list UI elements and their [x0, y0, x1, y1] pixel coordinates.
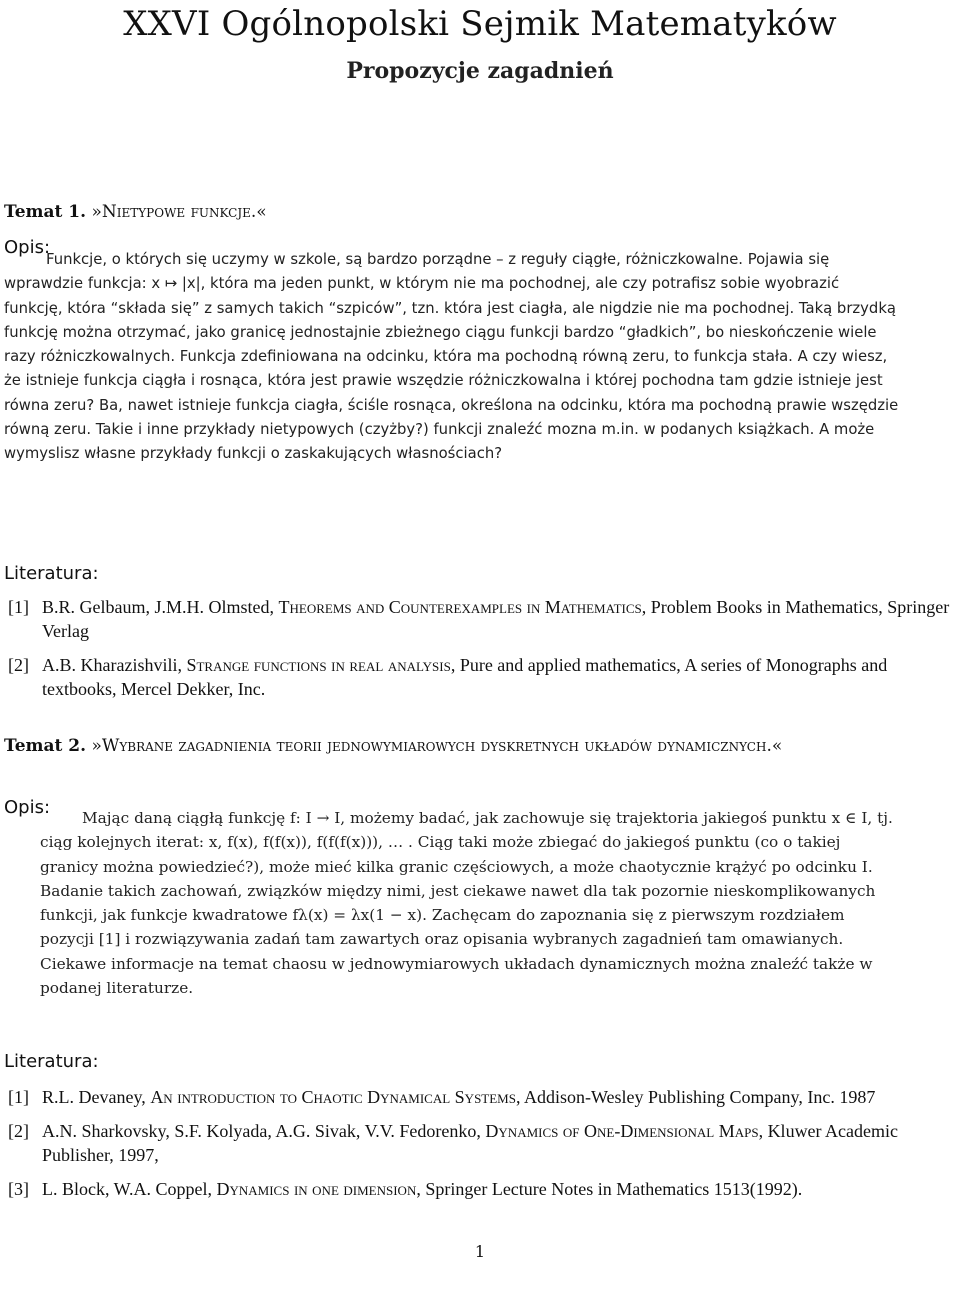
topic-1-name: »Nietypowe funkcje.« [91, 202, 267, 222]
reference-title: An introduction to Chaotic Dynamical Systems [150, 1087, 516, 1107]
reference-title: Theorems and Counterexamples in Mathematics [278, 597, 642, 617]
page-number: 1 [474, 1242, 486, 1261]
reference-authors: L. Block, W.A. Coppel, [42, 1179, 217, 1199]
reference-item [0, 595, 960, 643]
reference-authors: B.R. Gelbaum, J.M.H. Olmsted, [42, 597, 279, 617]
reference-text [42, 1177, 954, 1201]
reference-item [0, 653, 960, 701]
topic-2-opis-label: Opis: [4, 797, 51, 818]
topic-2-heading [4, 734, 954, 758]
reference-authors: R.L. Devaney, [42, 1087, 151, 1107]
reference-text [42, 1119, 954, 1167]
topic-2-name: »Wybrane zagadnienia teorii jednowymiarowych dyskretnych układów dynamicznych.« [91, 736, 783, 756]
topic-1-description: Funkcje, o których się uczymy w szkole, są bardzo porządne – z reguły ciągłe, różniczkowalne. Pojawia się wprawdzie funkcja: x ↦ |x|, która ma jeden punkt, w którym nie ma pochodnej, ale czy potrafisz sobie wyobrazić funkcję, która “składa się” z samych takich “szpiców”, tzn. która jest ciagła, ale nigdzie nie ma pochodnej. Taką brzydką funkcję można otrzymać, jako granicę jednostajnie zbieżnego ciągu funkcji bardzo “gładkich”, bo nieskończenie wiele razy różniczkowalnych. Funkcja zdefiniowana na odcinku, która ma pochodną równą zeru, to funkcja stała. A czy wiesz, że istnieje funkcja ciągła i rosnąca, która jest prawie wszędzie różniczkowalna i której pochodna tam gdzie istnieje jest równa zeru? Ba, nawet istnieje funkcja ciagła, ściśle rosnąca, określona na odcinku, która ma pochodną prawie wszędzie równą zeru. Takie i inne przykłady nietypowych (czyżby?) funkcji znaleźć mozna m.in. w podanych książkach. A może wymyslisz własne przykłady funkcji o zaskakujących własnościach? [4, 251, 899, 463]
reference-text [42, 1085, 954, 1109]
page-title: XXVI Ogólnopolski Sejmik Matematyków [123, 4, 837, 44]
reference-title: Dynamics in one dimension [216, 1179, 417, 1199]
reference-number: [2] [8, 1121, 29, 1141]
reference-rest: , Problem Books in Mathematics, Springer Verlag [42, 597, 950, 641]
reference-authors: A.B. Kharazishvili, [42, 655, 187, 675]
topic-2-description: Mając daną ciągłą funkcję f: I → I, możemy badać, jak zachowuje się trajektoria jakiegoś punktu x ∈ I, tj. ciąg kolejnych iterat: x, f(x), f(f(x)), f(f(f(x))), … . Ciąg taki może zbiegać do jakiegoś punktu (co o takiej granicy można powiedzieć?), może mieć kilka granic częściowych, a może chaotycznie krążyć po odcinku I. Badanie takich zachowań, związków między nimi, jest ciekawe nawet dla tak pozornie nieskomplikowanych funkcji, jak funkcje kwadratowe fλ(x) = λx(1 − x). Zachęcam do zapoznania się z pierwszym rozdziałem pozycji [1] i rozwiązywania zadań tam zawartych oraz opisania wybranych zagadnień tam omawianych. Ciekawe informacje na temat chaosu w jednowymiarowych układach dynamicznych można znaleźć także w podanej literaturze. [40, 809, 893, 998]
topic-1-prefix: Temat 1. [4, 202, 87, 222]
reference-text [42, 653, 954, 701]
reference-rest: , Addison-Wesley Publishing Company, Inc. 1987 [515, 1087, 876, 1107]
reference-item [0, 1085, 960, 1109]
reference-number: [2] [8, 655, 29, 675]
topic-2-literature-label: Literatura: [4, 1051, 99, 1072]
topic-1-opis-label: Opis: [4, 237, 51, 258]
reference-number: [1] [8, 1087, 29, 1107]
reference-number: [1] [8, 597, 29, 617]
reference-title: Dynamics of One-Dimensional Maps [485, 1121, 759, 1141]
reference-authors: A.N. Sharkovsky, S.F. Kolyada, A.G. Sivak, V.V. Fedorenko, [42, 1121, 486, 1141]
reference-text [42, 595, 954, 643]
topic-2-prefix: Temat 2. [4, 736, 87, 756]
page-subtitle: Propozycje zagadnień [346, 58, 614, 84]
reference-number: [3] [8, 1179, 29, 1199]
reference-rest: , Kluwer Academic Publisher, 1997, [42, 1121, 899, 1165]
reference-rest: , Springer Lecture Notes in Mathematics 1513(1992). [416, 1179, 803, 1199]
reference-rest: , Pure and applied mathematics, A series of Monographs and textbooks, Mercel Dekker, Inc. [42, 655, 888, 699]
topic-1-references [0, 595, 960, 711]
reference-title: Strange functions in real analysis [186, 655, 451, 675]
reference-item [0, 1119, 960, 1167]
topic-1-literature-label: Literatura: [4, 563, 99, 584]
topic-2-references [0, 1085, 960, 1211]
topic-1-heading [4, 200, 954, 224]
reference-item [0, 1177, 960, 1201]
